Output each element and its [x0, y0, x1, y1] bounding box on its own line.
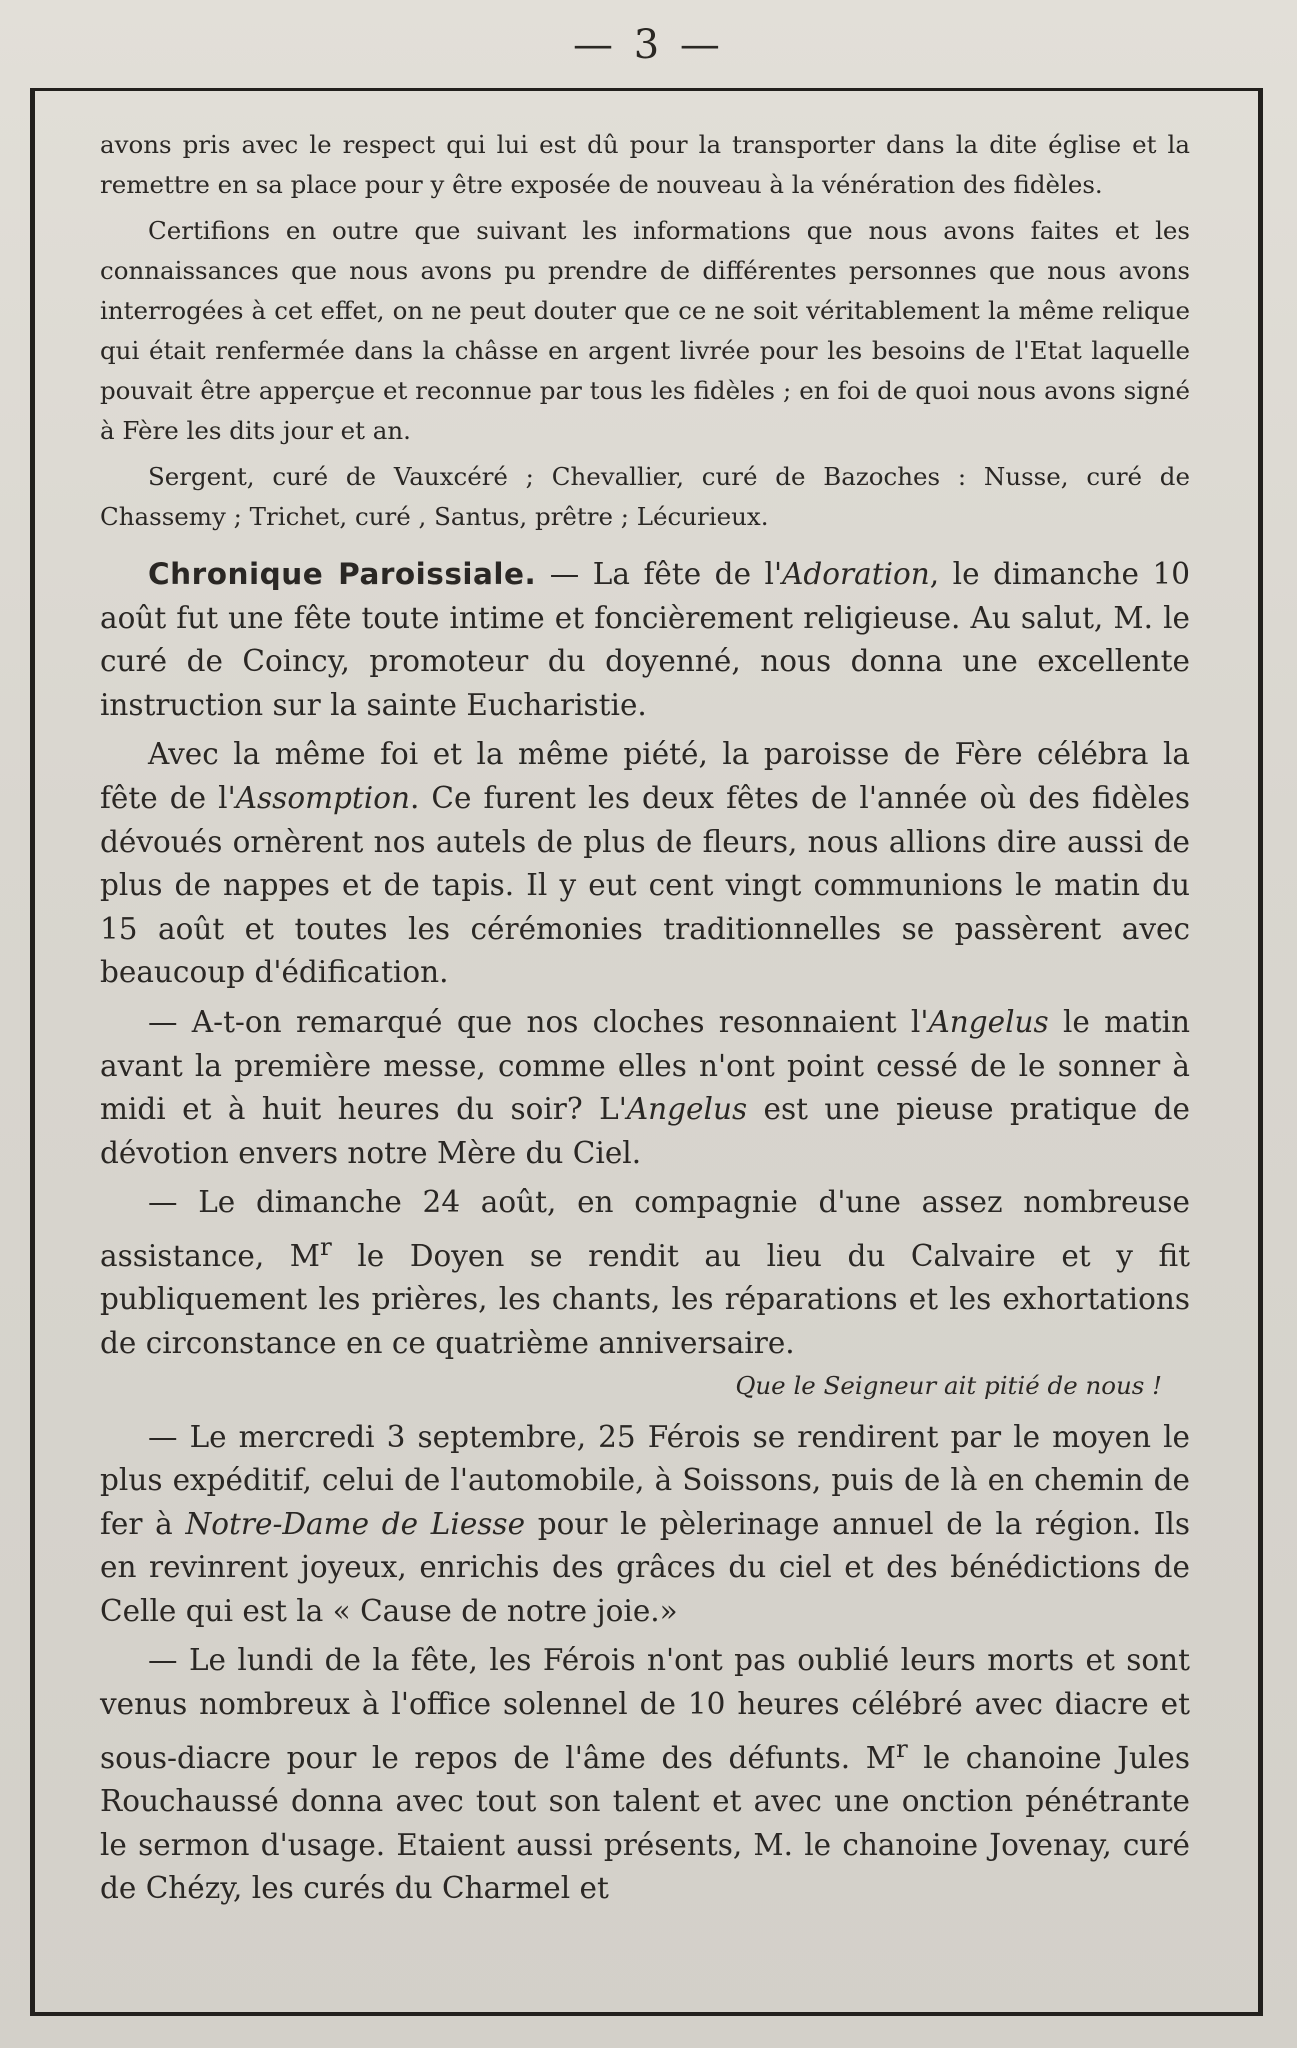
defunts-superscript: r	[895, 1733, 908, 1763]
paragraph-signatories: Sergent, curé de Vauxcéré ; Chevallier, curé de Bazoches : Nusse, curé de Chassemy ; Trichet, curé , Santus, prêtre ; Lécurieux.	[100, 462, 1190, 531]
chronique-adoration: Adoration	[782, 557, 930, 591]
paragraph-liesse	[100, 1416, 1190, 1634]
calvaire-text-1: — Le dimanche 24 août, en compagnie d'une assez nombreuse assistance, M	[100, 1185, 1190, 1273]
defunts-text-1: — Le lundi de la fête, les Férois n'ont pas oublié leurs morts et sont venus nombreux à l'office solennel de 10 heures célébré avec diacre et sous-diacre pour le repos de l'âme des défunts. M	[100, 1643, 1190, 1775]
liesse-text-1: — Le mercredi 3 septembre, 25 Férois se rendirent par le moyen le plus expéditif, celui de l'automobile, à Soissons, puis de là en chemin de fer à	[100, 1419, 1190, 1541]
angelus-text-2: le matin avant la première messe, comme elles n'ont point cessé de le sonner à midi et à huit heures du soir? L'	[100, 1004, 1190, 1127]
paragraph-certification: Certifions en outre que suivant les informations que nous avons faites et les connaissances que nous avons pu prendre de différentes personnes que nous avons interrogées à cet effet, on ne peut douter que ce ne soit véritablement la même relique qui était renfermée dans la châsse en argent livrée pour les besoins de l'Etat laquelle pouvait être apperçue et reconnue par tous les fidèles ; en foi de quoi nous avons signé à Fère les dits jour et an.	[100, 216, 1190, 445]
defunts-text-2: le chanoine Jules Rouchaussé donna avec tout son talent et avec une onction pénétrante le sermon d'usage. Etaient aussi présents, M. le chanoine Jovenay, curé de Chézy, les curés du Charmel et	[100, 1740, 1190, 1906]
liesse-text-2: pour le pèlerinage annuel de la région. Ils en revinrent joyeux, enrichis des grâces du ciel et des bénédictions de Celle qui est la « Cause de notre joie.»	[100, 1506, 1190, 1628]
chronique-text-1: — La fête de l'	[536, 557, 783, 591]
paragraph-calvaire	[100, 1181, 1190, 1365]
paragraph-defunts	[100, 1639, 1190, 1910]
quote-seigneur: Que le Seigneur ait pitié de nous !	[735, 1370, 1162, 1400]
paragraph-angelus	[100, 1001, 1190, 1175]
article-body	[100, 125, 1190, 1911]
paragraph-assomption	[100, 733, 1190, 995]
chronique-heading: Chronique Paroissiale.	[148, 557, 537, 591]
angelus-word-2: Angelus	[626, 1092, 748, 1127]
liesse-place: Notre-Dame de Liesse	[185, 1506, 526, 1541]
page-number: — 3 —	[573, 22, 724, 68]
calvaire-text-2: le Doyen se rendit au lieu du Calvaire et y fit publiquement les prières, les chants, les réparations et les exhortations de circonstance en ce quatrième anniversaire.	[100, 1238, 1190, 1360]
angelus-text-1: — A-t-on remarqué que nos cloches resonnaient l'	[148, 1004, 929, 1039]
assomption-word: Assomption	[235, 780, 410, 815]
calvaire-superscript: r	[320, 1231, 332, 1261]
angelus-word-1: Angelus	[928, 1004, 1049, 1039]
paragraph-relic-end: avons pris avec le respect qui lui est dû pour la transporter dans la dite église et la remettre en sa place pour y être exposée de nouveau à la vénération des fidèles.	[100, 130, 1190, 199]
assomption-text-2: . Ce furent les deux fêtes de l'année où des fidèles dévoués ornèrent nos autels de plus de fleurs, nous allions dire aussi de plus de nappes et de tapis. Il y eut cent vingt communions le matin du 15 août et toutes les cérémonies traditionnelles se passèrent avec beaucoup d'édification.	[100, 780, 1190, 990]
chronique-text-2: , le dimanche 10 août fut une fête toute intime et foncièrement religieuse. Au salut, M. le curé de Coincy, promoteur du doyenné, nous donna une excellente instruction sur la sainte Eucharistie.	[100, 557, 1190, 722]
assomption-text-1: Avec la même foi et la même piété, la paroisse de Fère célébra la fête de l'	[100, 737, 1190, 815]
paragraph-chronique	[100, 553, 1190, 727]
angelus-text-3: est une pieuse pratique de dévotion envers notre Mère du Ciel.	[100, 1092, 1191, 1170]
